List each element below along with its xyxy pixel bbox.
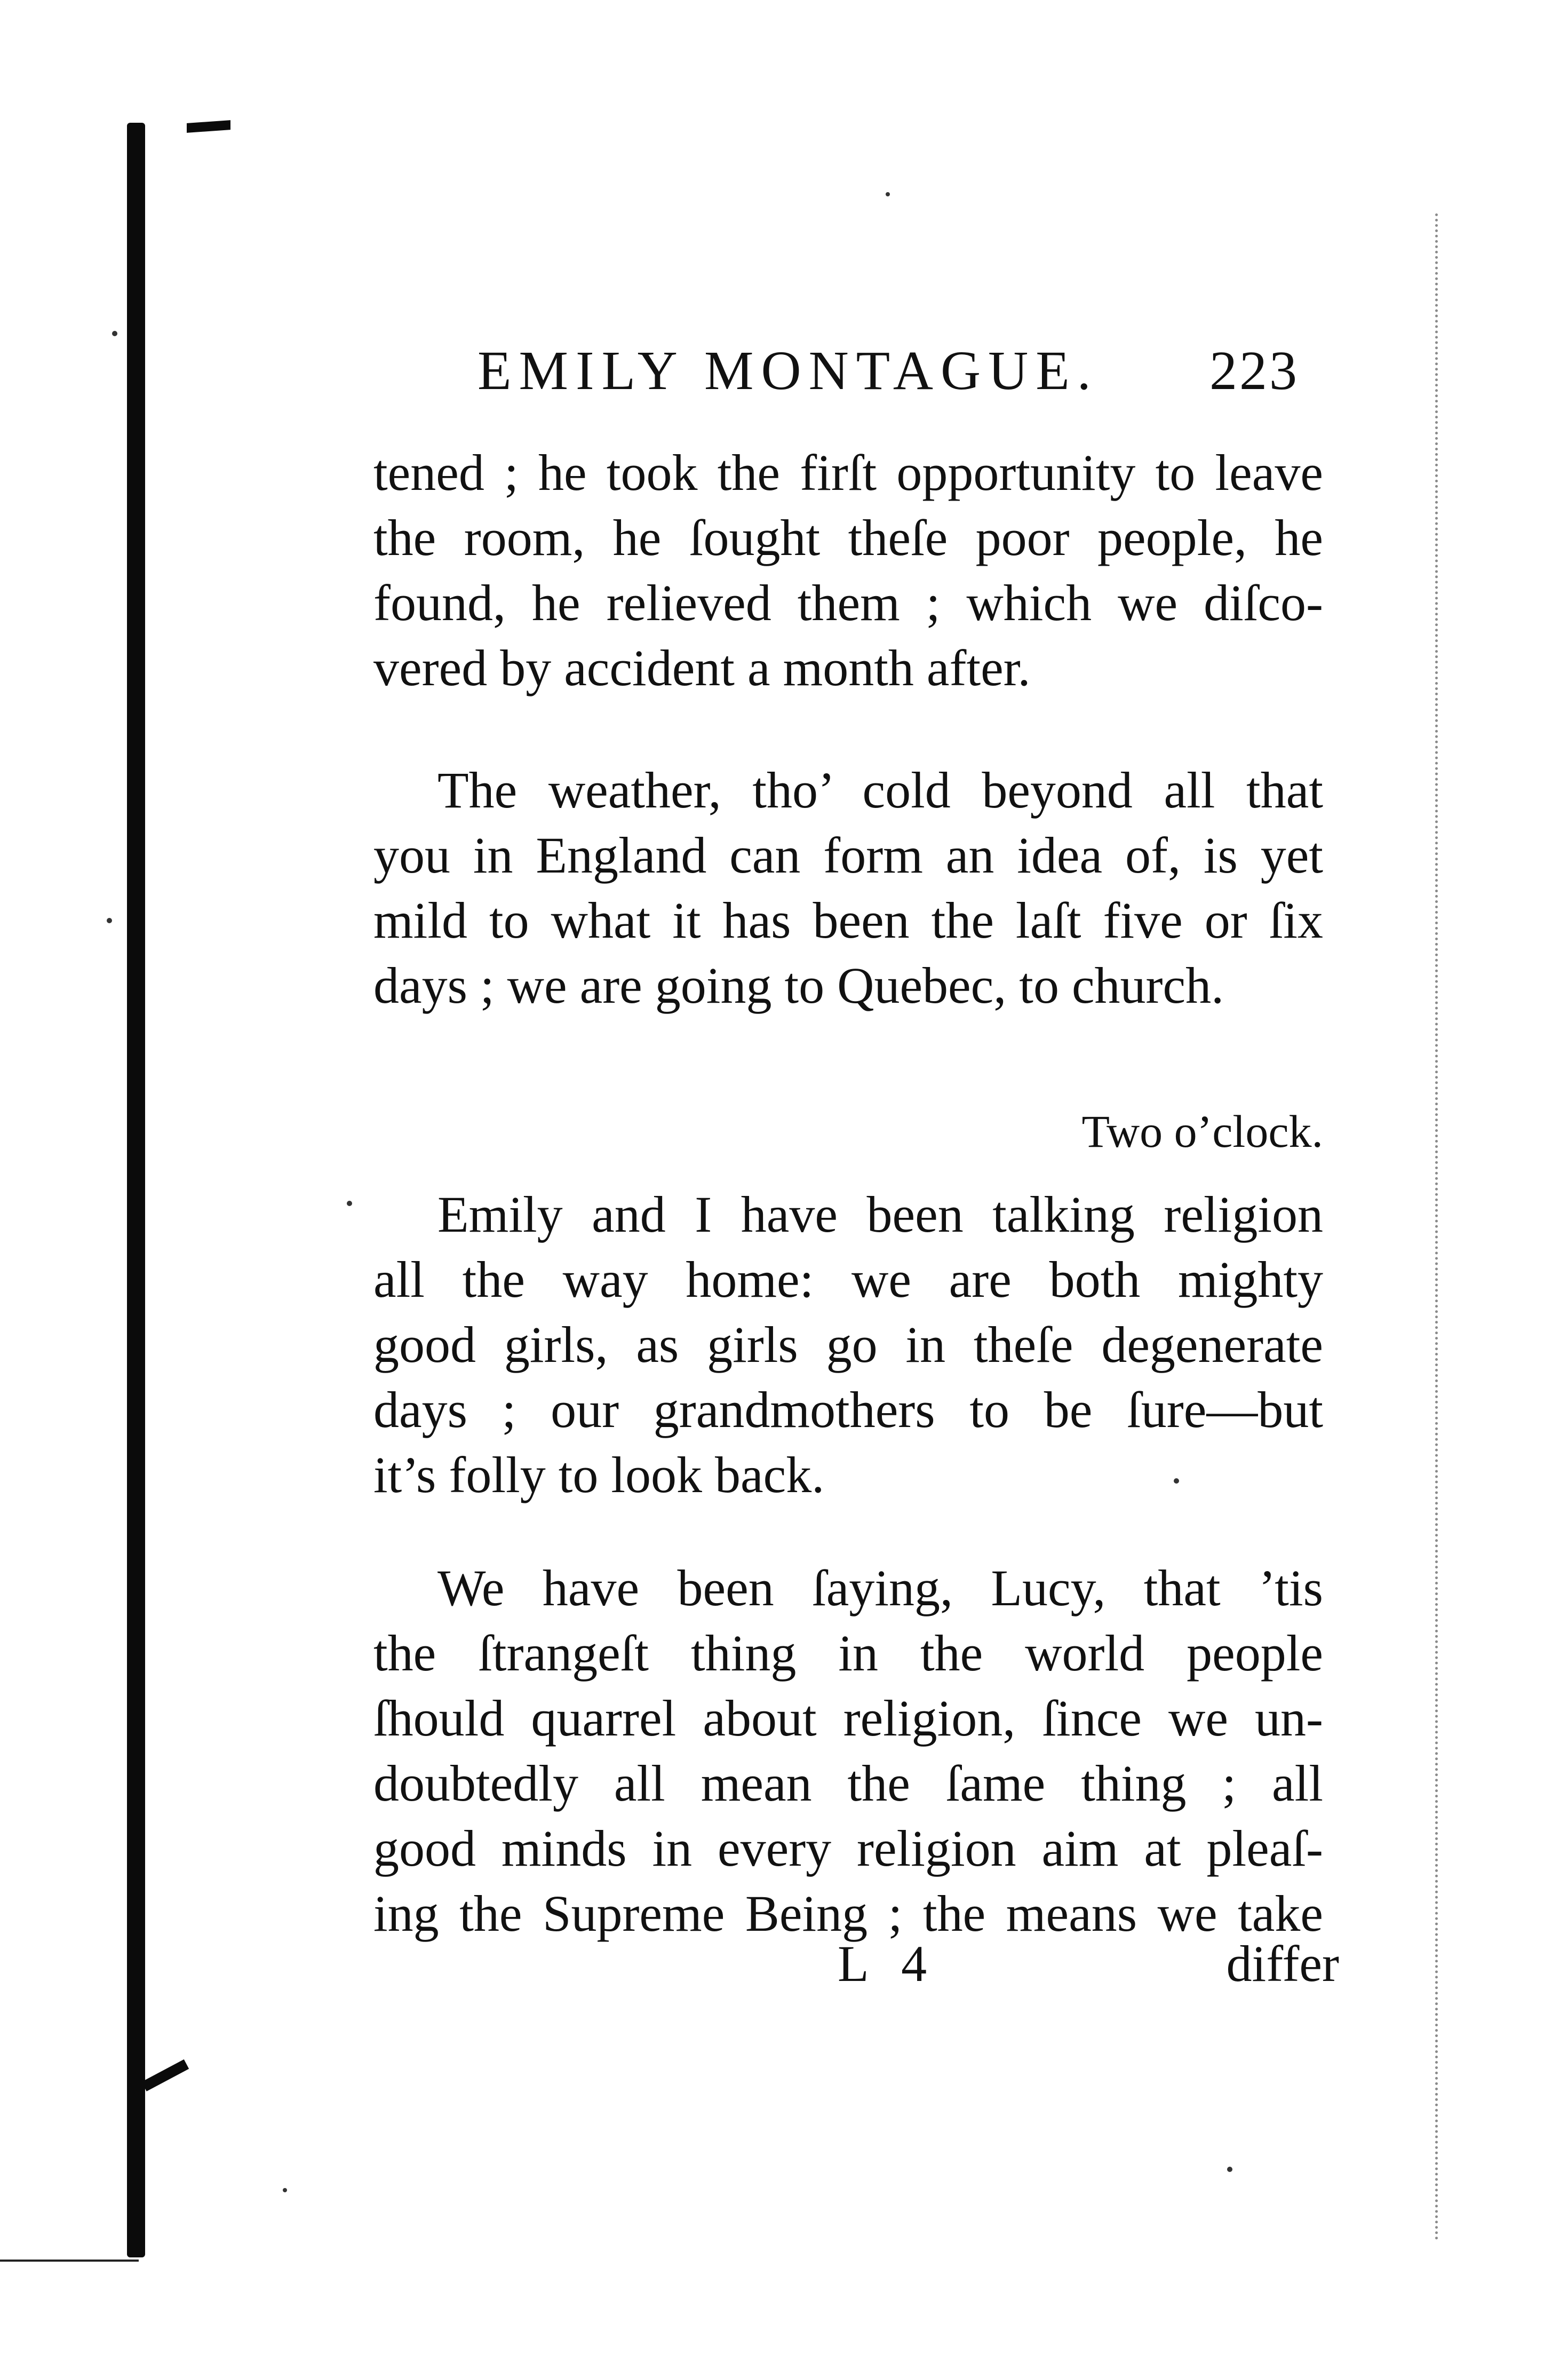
- bottom-edge-rule: [0, 2260, 139, 2262]
- text-line: vered by accident a month after.: [373, 639, 1031, 696]
- scan-speck: [107, 918, 112, 923]
- text-line: the room, he ſought theſe poor people, he: [373, 509, 1323, 566]
- page-number: 223: [1209, 340, 1299, 401]
- text-line: the ſtrangeſt thing in the world people: [373, 1624, 1323, 1682]
- catchword: differ: [1226, 1935, 1339, 1992]
- running-header: [477, 331, 1299, 411]
- text-line: found, he relieved them ; which we diſco-: [373, 574, 1323, 631]
- binding-edge: [127, 123, 145, 2257]
- text-line: good girls, as girls go in theſe degenerate: [373, 1316, 1323, 1373]
- page-footer: [373, 1932, 1339, 1996]
- text-line: days ; we are going to Quebec, to church.: [373, 957, 1224, 1014]
- text-line: ſhould quarrel about religion, ſince we un-: [373, 1690, 1323, 1747]
- signature-mark: L 4: [838, 1935, 938, 1992]
- text-line: tened ; he took the firſt opportunity to leave: [373, 444, 1323, 501]
- page-edge-speckles: [1435, 213, 1441, 2241]
- scan-speck: [112, 331, 117, 336]
- letter-timestamp: Two o’clock.: [1081, 1106, 1323, 1157]
- running-title: EMILY MONTAGUE.: [477, 340, 1099, 401]
- text-line: it’s folly to look back.: [373, 1446, 825, 1503]
- text-line: days ; our grandmothers to be ſure—but: [373, 1381, 1323, 1438]
- scan-speck: [283, 2188, 287, 2192]
- text-line: The weather, tho’ cold beyond all that: [437, 762, 1323, 819]
- paragraph-2: [373, 758, 1323, 1018]
- text-line: ing the Supreme Being ; the means we take: [373, 1885, 1323, 1942]
- paragraph-3: [373, 1182, 1323, 1508]
- text-line: you in England can form an idea of, is yet: [373, 827, 1323, 884]
- text-line: mild to what it has been the laſt five or ſix: [373, 892, 1323, 949]
- text-line: We have been ſaying, Lucy, that ’tis: [437, 1559, 1323, 1616]
- text-line: Emily and I have been talking religion: [437, 1186, 1323, 1243]
- scan-speck: [347, 1201, 352, 1206]
- paragraph-4: [373, 1556, 1323, 1946]
- paragraph-1: [373, 440, 1323, 701]
- binding-top-mark: [187, 120, 230, 133]
- scan-speck: [1227, 2167, 1232, 2172]
- text-line: all the way home: we are both mighty: [373, 1251, 1323, 1308]
- binding-notch-mark: [141, 2059, 189, 2091]
- scan-speck: [886, 192, 890, 196]
- text-line: doubtedly all mean the ſame thing ; all: [373, 1755, 1323, 1812]
- text-line: good minds in every religion aim at pleaſ-: [373, 1820, 1323, 1877]
